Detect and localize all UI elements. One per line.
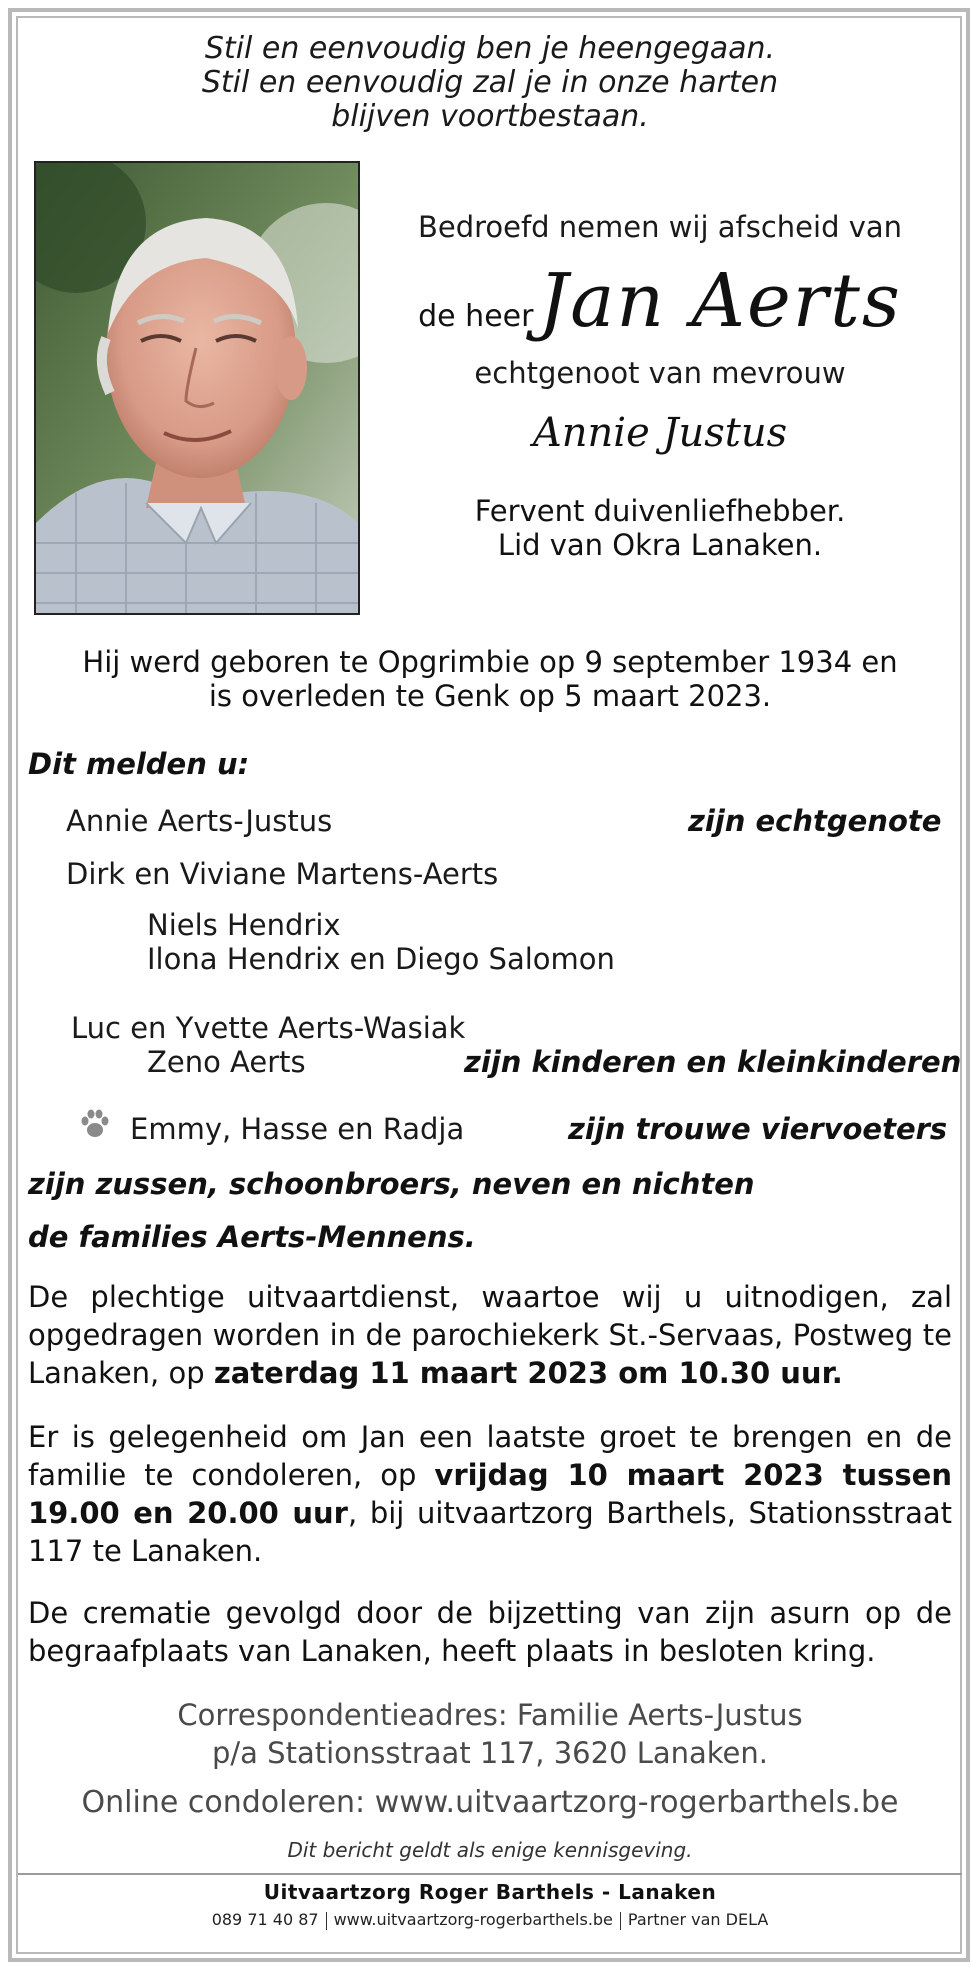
family-grandchild-3: Zeno Aerts bbox=[147, 1045, 306, 1079]
birth-death bbox=[40, 645, 940, 713]
footer-separator bbox=[620, 1912, 621, 1930]
deceased-name: Jan Aerts bbox=[538, 258, 902, 344]
footer-website[interactable]: www.uitvaartzorg-rogerbarthels.be bbox=[333, 1910, 613, 1929]
family-child-1: Dirk en Viviane Martens-Aerts bbox=[66, 857, 499, 891]
family-wife: Annie Aerts-Justus bbox=[66, 804, 333, 838]
announce-heading: Dit melden u: bbox=[28, 747, 250, 781]
cremation-paragraph: De crematie gevolgd door de bijzetting van zijn asurn op de begraafplaats van Lanaken, heeft plaats in besloten kring. bbox=[28, 1596, 952, 1668]
visit-text-1: Er is gelegenheid om Jan een laatste groet te brengen en de familie te condoleren, op bbox=[28, 1420, 952, 1492]
paw-icon bbox=[78, 1107, 112, 1141]
title-prefix: de heer bbox=[418, 299, 534, 334]
poem bbox=[100, 32, 880, 134]
death-line: is overleden te Genk op 5 maart 2023. bbox=[208, 679, 772, 713]
service-date: zaterdag 11 maart 2023 om 10.30 uur. bbox=[213, 1356, 843, 1390]
spouse-name: Annie Justus bbox=[532, 410, 788, 456]
hobby-line: Lid van Okra Lanaken. bbox=[497, 528, 823, 562]
hobbies bbox=[380, 494, 940, 562]
correspondence-line: p/a Stationsstraat 117, 3620 Lanaken. bbox=[212, 1736, 768, 1770]
footer-company: Uitvaartzorg Roger Barthels - Lanaken bbox=[263, 1880, 717, 1904]
pets-role: zijn trouwe viervoeters bbox=[568, 1112, 948, 1146]
visit-paragraph bbox=[28, 1418, 952, 1570]
family-grandchild-2: Ilona Hendrix en Diego Salomon bbox=[147, 942, 615, 976]
notice: Dit bericht geldt als enige kennisgeving. bbox=[287, 1838, 693, 1862]
service-text: De plechtige uitvaartdienst, waartoe wij u uitnodigen, zal opgedragen worden in de parochiekerk St.-Servaas, Postweg te Lanaken, op bbox=[28, 1280, 952, 1390]
visit-date: vrijdag 10 maart 2023 tussen 19.00 en 20.00 uur bbox=[28, 1458, 953, 1530]
children-role: zijn kinderen en kleinkinderen bbox=[464, 1045, 962, 1079]
correspondence-line: Correspondentieadres: Familie Aerts-Justus bbox=[177, 1698, 803, 1732]
spouse-intro: echtgenoot van mevrouw bbox=[474, 356, 846, 390]
poem-line: blijven voortbestaan. bbox=[331, 99, 649, 134]
service-paragraph bbox=[28, 1278, 952, 1392]
families-line: de families Aerts-Mennens. bbox=[28, 1220, 476, 1254]
footer-partner: Partner van DELA bbox=[627, 1910, 769, 1929]
family-grandchild-1: Niels Hendrix bbox=[147, 908, 341, 942]
footer-info bbox=[18, 1910, 962, 1930]
wife-role: zijn echtgenote bbox=[688, 804, 942, 838]
footer-phone[interactable]: 089 71 40 87 bbox=[211, 1910, 319, 1929]
portrait-illustration bbox=[36, 163, 358, 613]
footer-separator bbox=[326, 1912, 327, 1930]
family-pets: Emmy, Hasse en Radja bbox=[130, 1112, 465, 1146]
hobby-line: Fervent duivenliefhebber. bbox=[474, 494, 846, 528]
portrait-photo bbox=[34, 161, 360, 615]
birth-line: Hij werd geboren te Opgrimbie op 9 september 1934 en bbox=[82, 645, 898, 679]
intro-text: Bedroefd nemen wij afscheid van bbox=[417, 210, 903, 244]
online-condolences[interactable]: Online condoleren: www.uitvaartzorg-rogerbarthels.be bbox=[81, 1785, 899, 1820]
extended-family: zijn zussen, schoonbroers, neven en nichten bbox=[28, 1167, 755, 1201]
correspondence bbox=[40, 1696, 940, 1772]
poem-line: Stil en eenvoudig ben je heengegaan. bbox=[204, 31, 776, 66]
poem-line: Stil en eenvoudig zal je in onze harten bbox=[201, 65, 779, 100]
family-child-2: Luc en Yvette Aerts-Wasiak bbox=[71, 1011, 466, 1045]
name-line bbox=[380, 258, 940, 348]
visit-text-2: , bij uitvaartzorg Barthels, Stationsstraat 117 te Lanaken. bbox=[28, 1496, 953, 1568]
footer-divider bbox=[18, 1873, 962, 1875]
